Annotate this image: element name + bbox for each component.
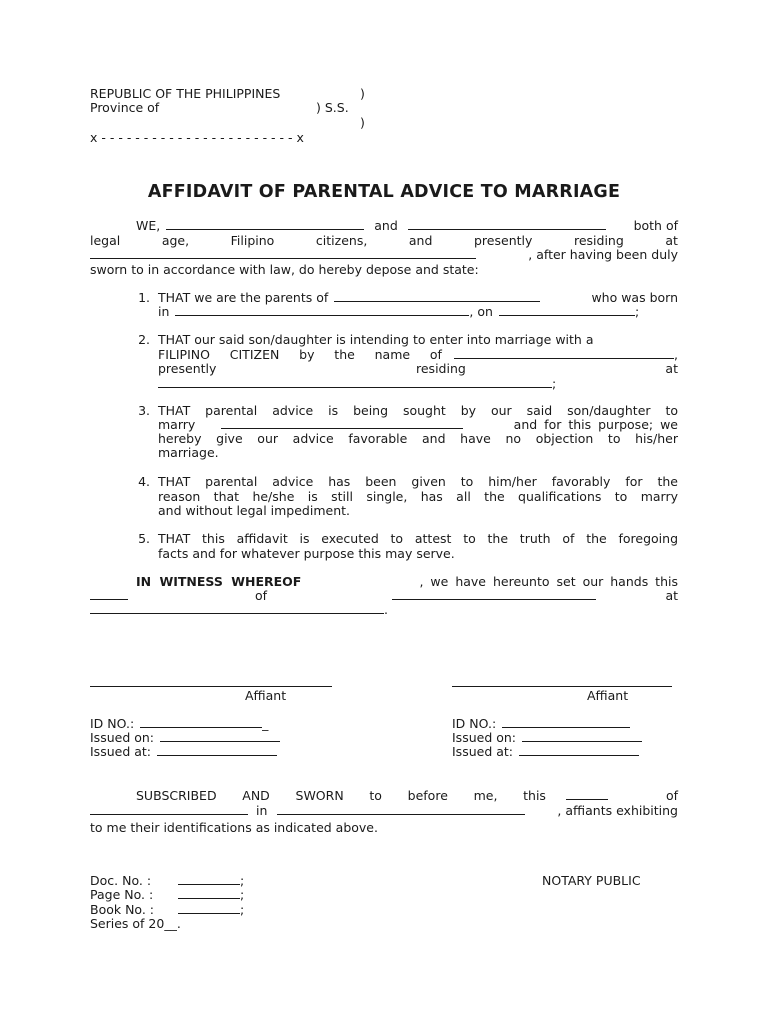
item-5-line-2: facts and for whatever purpose this may serve. bbox=[158, 546, 455, 561]
item-4-line-2: reason that he/she is still single, has all the qualifications to marry bbox=[158, 489, 678, 504]
word: at bbox=[665, 361, 678, 376]
item-2-line-4 bbox=[158, 377, 678, 392]
item-number: 5. bbox=[138, 531, 150, 546]
word: age, bbox=[161, 233, 190, 248]
sworn-day-blank[interactable] bbox=[566, 789, 608, 800]
word: legal bbox=[90, 233, 121, 248]
item-number: 3. bbox=[138, 403, 150, 418]
birthdate-blank[interactable] bbox=[499, 305, 635, 316]
parent1-name-blank[interactable] bbox=[166, 219, 364, 230]
witness-line-3 bbox=[90, 603, 678, 618]
birthplace-blank[interactable] bbox=[175, 305, 469, 316]
right-issued-at-blank[interactable] bbox=[519, 745, 639, 756]
issued-on-label: Issued on: bbox=[90, 730, 155, 745]
word: citizens, bbox=[315, 233, 368, 248]
issued-at-label: Issued at: bbox=[90, 744, 152, 759]
series-label: Series of 20__. bbox=[90, 916, 181, 931]
we-label: WE, bbox=[136, 218, 161, 233]
day-blank[interactable] bbox=[90, 589, 128, 600]
word: CITIZEN bbox=[229, 347, 280, 362]
sworn-place-blank[interactable] bbox=[277, 804, 525, 815]
page-no-blank[interactable] bbox=[178, 888, 240, 899]
page-no-label: Page No. : bbox=[90, 887, 154, 902]
word: the bbox=[334, 347, 355, 362]
month-year-blank[interactable] bbox=[392, 589, 596, 600]
document-title: AFFIDAVIT OF PARENTAL ADVICE TO MARRIAGE bbox=[147, 182, 621, 202]
issued-on-label: Issued on: bbox=[452, 730, 517, 745]
header-divider: x - - - - - - - - - - - - - - - - - - - - - - - x bbox=[90, 130, 304, 145]
left-id-no-blank[interactable] bbox=[140, 717, 262, 728]
item-3-line-4: marriage. bbox=[158, 445, 219, 460]
subscribed-text: , affiants exhibiting bbox=[557, 803, 678, 818]
item-1-line-1 bbox=[158, 291, 678, 306]
word: to bbox=[369, 788, 382, 803]
item-text: who was born bbox=[591, 290, 678, 305]
item-text: and for this purpose; we bbox=[513, 417, 678, 432]
word: and bbox=[408, 233, 433, 248]
item-3-line-3: hereby give our advice favorable and have no objection to his/her bbox=[158, 431, 678, 446]
semicolon: ; bbox=[240, 887, 245, 902]
word: this bbox=[523, 788, 546, 803]
left-issued-at bbox=[90, 745, 277, 760]
item-text: in bbox=[158, 304, 170, 319]
id-no-label: ID NO.: bbox=[90, 716, 135, 731]
sworn-month-blank[interactable] bbox=[90, 804, 248, 815]
spouse-name-blank[interactable] bbox=[454, 348, 674, 359]
item-2-line-1: THAT our said son/daughter is intending to enter into marriage with a bbox=[158, 332, 594, 347]
word: me, bbox=[473, 788, 498, 803]
left-issued-at-blank[interactable] bbox=[157, 745, 277, 756]
item-5-line-1: THAT this affidavit is executed to attest to the truth of the foregoing bbox=[158, 531, 678, 546]
issued-at-label: Issued at: bbox=[452, 744, 514, 759]
witness-line-1 bbox=[90, 575, 678, 590]
item-2-line-3 bbox=[158, 362, 678, 377]
item-text: ; bbox=[552, 376, 557, 391]
place-blank[interactable] bbox=[90, 603, 384, 614]
word: before bbox=[407, 788, 448, 803]
word: Filipino bbox=[230, 233, 275, 248]
intro-line-1 bbox=[90, 219, 678, 234]
residence-blank[interactable] bbox=[90, 248, 476, 259]
witness-text: , we have hereunto set our hands this bbox=[419, 574, 678, 589]
child-name-blank[interactable] bbox=[334, 291, 540, 302]
notary-public-label: NOTARY PUBLIC bbox=[542, 873, 641, 888]
book-no-blank[interactable] bbox=[178, 903, 240, 914]
word: of bbox=[429, 347, 442, 362]
affiant-right-label: Affiant bbox=[587, 688, 629, 703]
item-4-line-3: and without legal impediment. bbox=[158, 503, 351, 518]
word: SWORN bbox=[295, 788, 344, 803]
word: presently bbox=[158, 361, 217, 376]
at-label: at bbox=[665, 588, 678, 603]
item-4-line-1: THAT parental advice has been given to him/her favorably for the bbox=[158, 474, 678, 489]
word: AND bbox=[242, 788, 270, 803]
intro-line-3 bbox=[90, 248, 678, 263]
item-text: THAT we are the parents of bbox=[158, 290, 329, 305]
word: name bbox=[374, 347, 411, 362]
affiant-left-signature-line[interactable] bbox=[90, 686, 332, 687]
item-1-line-2 bbox=[158, 305, 678, 320]
book-no-label: Book No. : bbox=[90, 902, 155, 917]
semicolon: ; bbox=[240, 873, 245, 888]
word: FILIPINO bbox=[158, 347, 210, 362]
item-text: ; bbox=[634, 304, 640, 319]
ss-label: ) S.S. bbox=[316, 100, 349, 115]
item-text: , bbox=[674, 347, 678, 362]
header-paren: ) bbox=[360, 86, 365, 101]
item-number: 2. bbox=[138, 332, 150, 347]
right-issued-at bbox=[452, 745, 639, 760]
item-number: 4. bbox=[138, 474, 150, 489]
word: at bbox=[665, 233, 678, 248]
word: by bbox=[299, 347, 315, 362]
both-of-label: both of bbox=[633, 218, 678, 233]
semicolon: ; bbox=[240, 902, 245, 917]
spouse-residence-blank[interactable] bbox=[158, 377, 552, 388]
in-label: in bbox=[256, 803, 268, 818]
marry-name-blank[interactable] bbox=[221, 418, 463, 429]
id-no-label: ID NO.: bbox=[452, 716, 497, 731]
after-text: , after having been duly bbox=[528, 247, 678, 262]
of-label: of bbox=[255, 588, 268, 603]
of-label: of bbox=[665, 788, 678, 803]
republic-text: REPUBLIC OF THE PHILIPPINES bbox=[90, 86, 281, 101]
doc-no-blank[interactable] bbox=[178, 874, 240, 885]
item-number: 1. bbox=[138, 290, 150, 305]
subscribed-line-1 bbox=[90, 789, 678, 804]
and-label: and bbox=[374, 218, 398, 233]
header-paren: ) bbox=[360, 115, 365, 130]
item-3-line-1: THAT parental advice is being sought by our said son/daughter to bbox=[158, 403, 678, 418]
intro-line-4: sworn to in accordance with law, do hereby depose and state: bbox=[90, 262, 479, 277]
doc-no-label: Doc. No. : bbox=[90, 873, 152, 888]
affiant-right-signature-line[interactable] bbox=[452, 686, 672, 687]
item-text: marry bbox=[158, 417, 196, 432]
underscore: _ bbox=[262, 716, 269, 731]
period: . bbox=[384, 602, 388, 617]
witness-bold: IN WITNESS WHEREOF bbox=[136, 574, 302, 589]
affiant-left-label: Affiant bbox=[245, 688, 287, 703]
word: residing bbox=[416, 361, 466, 376]
page-no bbox=[90, 888, 244, 903]
subscribed-line-3: to me their identifications as indicated above. bbox=[90, 820, 378, 835]
word: residing bbox=[573, 233, 624, 248]
right-id-no-blank[interactable] bbox=[502, 717, 630, 728]
word: SUBSCRIBED bbox=[136, 788, 217, 803]
subscribed-line-2 bbox=[90, 804, 678, 819]
right-issued-on-blank[interactable] bbox=[522, 731, 642, 742]
item-text: , on bbox=[469, 304, 493, 319]
province-label: Province of bbox=[90, 100, 160, 115]
word: presently bbox=[474, 233, 533, 248]
parent2-name-blank[interactable] bbox=[408, 219, 606, 230]
left-issued-on-blank[interactable] bbox=[160, 731, 280, 742]
